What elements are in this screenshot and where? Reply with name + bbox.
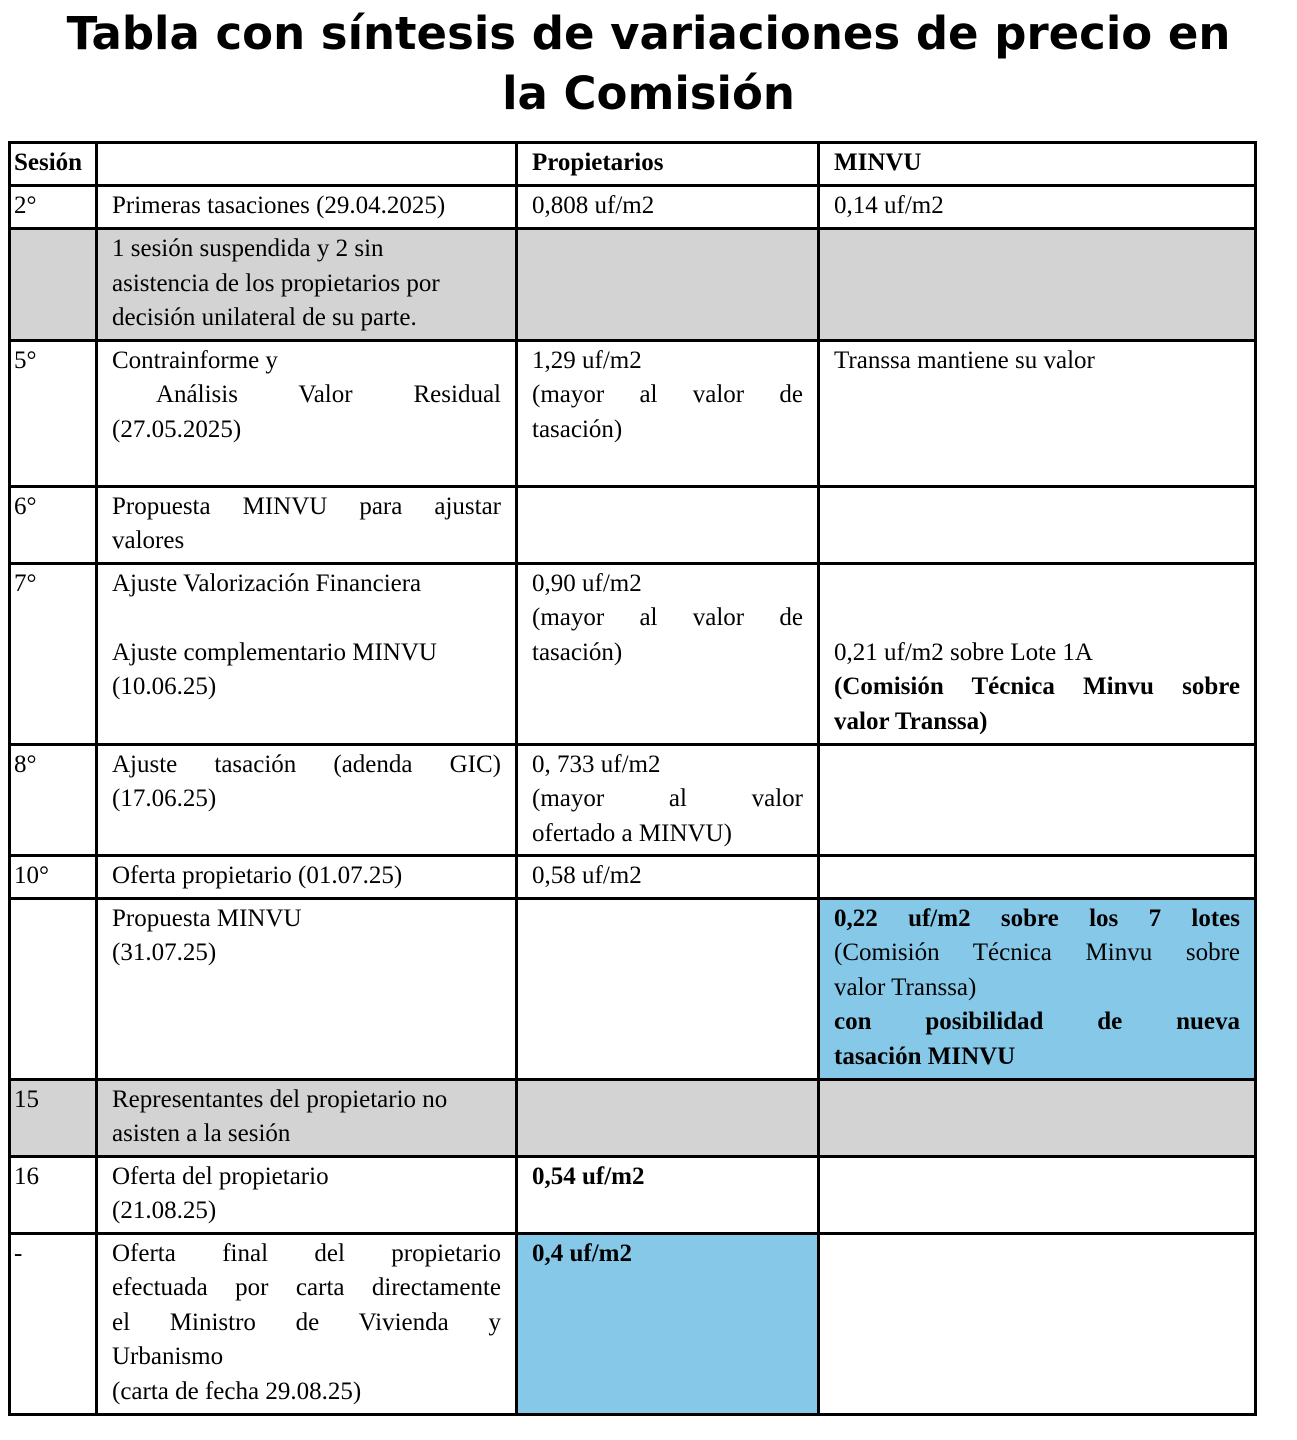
cell-line: 0,90 uf/m2 (532, 569, 642, 597)
cell-line: con posibilidad de nueva (834, 1008, 1240, 1035)
cell-propietarios (517, 186, 819, 229)
cell-line: 0,58 uf/m2 (532, 862, 642, 889)
cell-sesion (10, 229, 97, 341)
cell-line: valores (112, 527, 185, 554)
cell-descripcion (97, 563, 517, 744)
table-row (10, 486, 1256, 563)
table-row (10, 186, 1256, 229)
cell-line: asistencia de los propietarios por (112, 269, 440, 297)
cell-line: 0,54 uf/m2 (532, 1162, 645, 1190)
cell-line: (carta de fecha 29.08.25) (112, 1377, 362, 1405)
cell-line: valor Transsa) (834, 707, 988, 735)
cell-descripcion (97, 486, 517, 563)
cell-sesion: - (10, 1233, 97, 1414)
spacer (834, 567, 1240, 602)
table-row (10, 563, 1256, 744)
cell-line: 0,14 uf/m2 (834, 192, 944, 219)
page-title (0, 4, 1297, 124)
cell-minvu (819, 744, 1256, 856)
cell-line: Propuesta MINVU para ajustar (112, 492, 501, 520)
cell-minvu (819, 229, 1256, 341)
table-row (10, 1233, 1256, 1414)
cell-minvu (819, 1156, 1256, 1233)
table-row (10, 744, 1256, 856)
cell-line: 0,21 uf/m2 sobre Lote 1A (834, 638, 1093, 666)
cell-propietarios (517, 856, 819, 899)
header-propietarios: Propietarios (517, 143, 819, 186)
cell-sesion: 15 (10, 1079, 97, 1156)
cell-line: (mayor al valor (532, 785, 803, 812)
cell-line: asisten a la sesión (112, 1120, 291, 1147)
cell-line: efectuada por carta directamente (112, 1274, 501, 1301)
cell-line: Primeras tasaciones (29.04.2025) (112, 192, 446, 219)
cell-line: valor Transsa) (834, 973, 977, 1001)
cell-descripcion (97, 1079, 517, 1156)
table-row (10, 898, 1256, 1079)
cell-line: (10.06.25) (112, 673, 217, 700)
cell-sesion: 8° (10, 744, 97, 856)
cell-line: (17.06.25) (112, 785, 217, 812)
cell-line: Transsa mantiene su valor (834, 346, 1095, 374)
cell-line: Contrainforme y (112, 346, 278, 374)
cell-minvu (819, 563, 1256, 744)
cell-line: (Comisión Técnica Minvu sobre (834, 939, 1240, 966)
table-row (10, 856, 1256, 899)
cell-line: tasación) (532, 638, 623, 666)
cell-descripcion (97, 744, 517, 856)
cell-line: Representantes del propietario no (112, 1085, 448, 1113)
cell-descripcion (97, 186, 517, 229)
table-row (10, 229, 1256, 341)
cell-minvu (819, 340, 1256, 486)
cell-line: Urbanismo (112, 1343, 224, 1370)
page-title-line-2: la Comisión (502, 67, 795, 120)
cell-descripcion (97, 1156, 517, 1233)
cell-line: tasación MINVU (834, 1042, 1016, 1070)
cell-propietarios (517, 898, 819, 1079)
cell-sesion: 16 (10, 1156, 97, 1233)
cell-line: Oferta del propietario (112, 1162, 329, 1190)
table-row (10, 340, 1256, 486)
cell-line: Oferta final del propietario (112, 1239, 501, 1267)
cell-line: (mayor al valor de (532, 604, 803, 631)
cell-minvu-highlight (819, 898, 1256, 1079)
cell-sesion: 2° (10, 186, 97, 229)
cell-sesion: 6° (10, 486, 97, 563)
header-sesion: Sesión (10, 143, 97, 186)
cell-minvu (819, 1079, 1256, 1156)
cell-line: el Ministro de Vivienda y (112, 1308, 501, 1336)
cell-line: Propuesta MINVU (112, 904, 302, 932)
cell-line: 0,808 uf/m2 (532, 192, 655, 219)
cell-descripcion (97, 1233, 517, 1414)
cell-line: Ajuste tasación (adenda GIC) (112, 750, 501, 778)
cell-line: decisión unilateral de su parte. (112, 304, 417, 331)
table-row (10, 1156, 1256, 1233)
spacer (834, 601, 1240, 636)
cell-propietarios (517, 486, 819, 563)
cell-line: Ajuste Valorización Financiera (112, 569, 422, 597)
cell-propietarios (517, 563, 819, 744)
cell-line: (27.05.2025) (112, 415, 242, 443)
cell-descripcion (97, 898, 517, 1079)
cell-sesion (10, 898, 97, 1079)
cell-line: 0, 733 uf/m2 (532, 750, 661, 778)
cell-line: 1,29 uf/m2 (532, 346, 642, 374)
cell-minvu (819, 1233, 1256, 1414)
cell-line: (mayor al valor de (532, 381, 803, 408)
cell-line: ofertado a MINVU) (532, 819, 732, 847)
cell-line: Análisis Valor Residual (156, 381, 501, 408)
header-minvu: MINVU (819, 143, 1256, 186)
cell-line: Ajuste complementario MINVU (112, 638, 437, 666)
cell-line: 1 sesión suspendida y 2 sin (112, 235, 384, 262)
cell-descripcion (97, 856, 517, 899)
cell-sesion: 5° (10, 340, 97, 486)
cell-sesion: 7° (10, 563, 97, 744)
cell-propietarios (517, 744, 819, 856)
cell-propietarios (517, 1079, 819, 1156)
cell-propietarios-highlight (517, 1233, 819, 1414)
cell-line: (31.07.25) (112, 939, 217, 966)
cell-line: (Comisión Técnica Minvu sobre (834, 673, 1240, 700)
cell-line: tasación) (532, 415, 623, 443)
header-descripcion (97, 143, 517, 186)
cell-propietarios (517, 1156, 819, 1233)
cell-sesion: 10° (10, 856, 97, 899)
table-row (10, 1079, 1256, 1156)
cell-propietarios (517, 229, 819, 341)
price-variation-table (8, 141, 1257, 1416)
cell-line: 0,22 uf/m2 sobre los 7 lotes (834, 904, 1240, 932)
cell-descripcion (97, 229, 517, 341)
cell-propietarios (517, 340, 819, 486)
cell-minvu (819, 856, 1256, 899)
cell-line: Oferta propietario (01.07.25) (112, 862, 403, 889)
cell-minvu (819, 186, 1256, 229)
cell-line: (21.08.25) (112, 1197, 217, 1224)
page-title-line-1: Tabla con síntesis de variaciones de precio en (66, 7, 1231, 60)
table-header-row (10, 143, 1256, 186)
cell-line: 0,4 uf/m2 (532, 1239, 632, 1267)
cell-minvu (819, 486, 1256, 563)
cell-descripcion (97, 340, 517, 486)
spacer (112, 601, 501, 636)
